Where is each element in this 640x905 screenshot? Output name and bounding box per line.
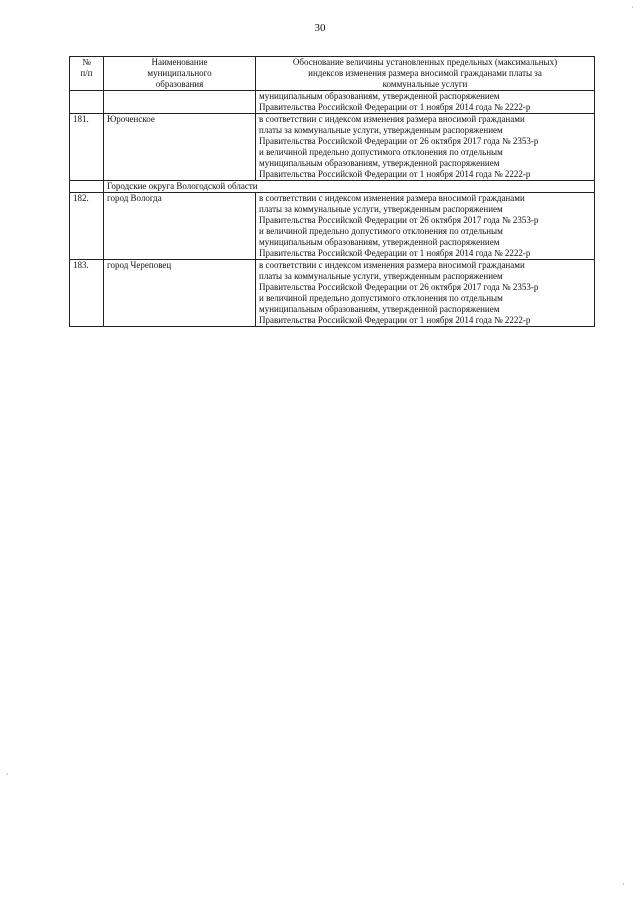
scan-edge-mark: · bbox=[631, 3, 634, 12]
row-number: 183. bbox=[70, 260, 104, 327]
row-municipality-name: город Вологда bbox=[104, 193, 256, 260]
table-header-row bbox=[70, 57, 595, 91]
table-row bbox=[70, 260, 595, 327]
tariff-index-table bbox=[69, 56, 595, 327]
group-header-row bbox=[70, 181, 595, 193]
header-municipality-name: Наименование муниципального образования bbox=[104, 57, 256, 91]
row-number: 182. bbox=[70, 193, 104, 260]
page-number: 30 bbox=[314, 22, 326, 34]
continuation-row bbox=[70, 91, 595, 114]
row-municipality-name: город Череповец bbox=[104, 260, 256, 327]
header-number: № п/п bbox=[70, 57, 104, 91]
table-row bbox=[70, 193, 595, 260]
row-basis: в соответствии с индексом изменения размера вносимой гражданами платы за коммунальные услуги, утвержденным распоряжением Правительства Российской Федерации от 26 октября 2017 года № 2353-р и величиной предельно допустимого отклонения по отдельным муниципальным образованиям, утвержденной распоряжением Правительства Российской Федерации от 1 ноября 2014 года № 2222-р bbox=[256, 260, 595, 327]
table-row bbox=[70, 114, 595, 181]
group-title: Городские округа Вологодской области bbox=[104, 181, 595, 193]
scan-edge-mark: · bbox=[6, 770, 9, 779]
scan-edge-mark: · bbox=[622, 880, 625, 889]
header-basis: Обоснование величины установленных предельных (максимальных) индексов изменения размера вносимой гражданами платы за коммунальные услуги bbox=[256, 57, 595, 91]
row-municipality-name: Юроченское bbox=[104, 114, 256, 181]
row-basis: в соответствии с индексом изменения размера вносимой гражданами платы за коммунальные услуги, утвержденным распоряжением Правительства Российской Федерации от 26 октября 2017 года № 2353-р и величиной предельно допустимого отклонения по отдельным муниципальным образованиям, утвержденной распоряжением Правительства Российской Федерации от 1 ноября 2014 года № 2222-р bbox=[256, 114, 595, 181]
row-basis: в соответствии с индексом изменения размера вносимой гражданами платы за коммунальные услуги, утвержденным распоряжением Правительства Российской Федерации от 26 октября 2017 года № 2353-р и величиной предельно допустимого отклонения по отдельным муниципальным образованиям, утвержденной распоряжением Правительства Российской Федерации от 1 ноября 2014 года № 2222-р bbox=[256, 193, 595, 260]
row-number: 181. bbox=[70, 114, 104, 181]
continuation-name-cell bbox=[104, 91, 256, 114]
continuation-number-cell bbox=[70, 91, 104, 114]
continuation-basis-cell: муниципальным образованиям, утвержденной распоряжением Правительства Российской Федерации от 1 ноября 2014 года № 2222-р bbox=[256, 91, 595, 114]
group-number-cell bbox=[70, 181, 104, 193]
